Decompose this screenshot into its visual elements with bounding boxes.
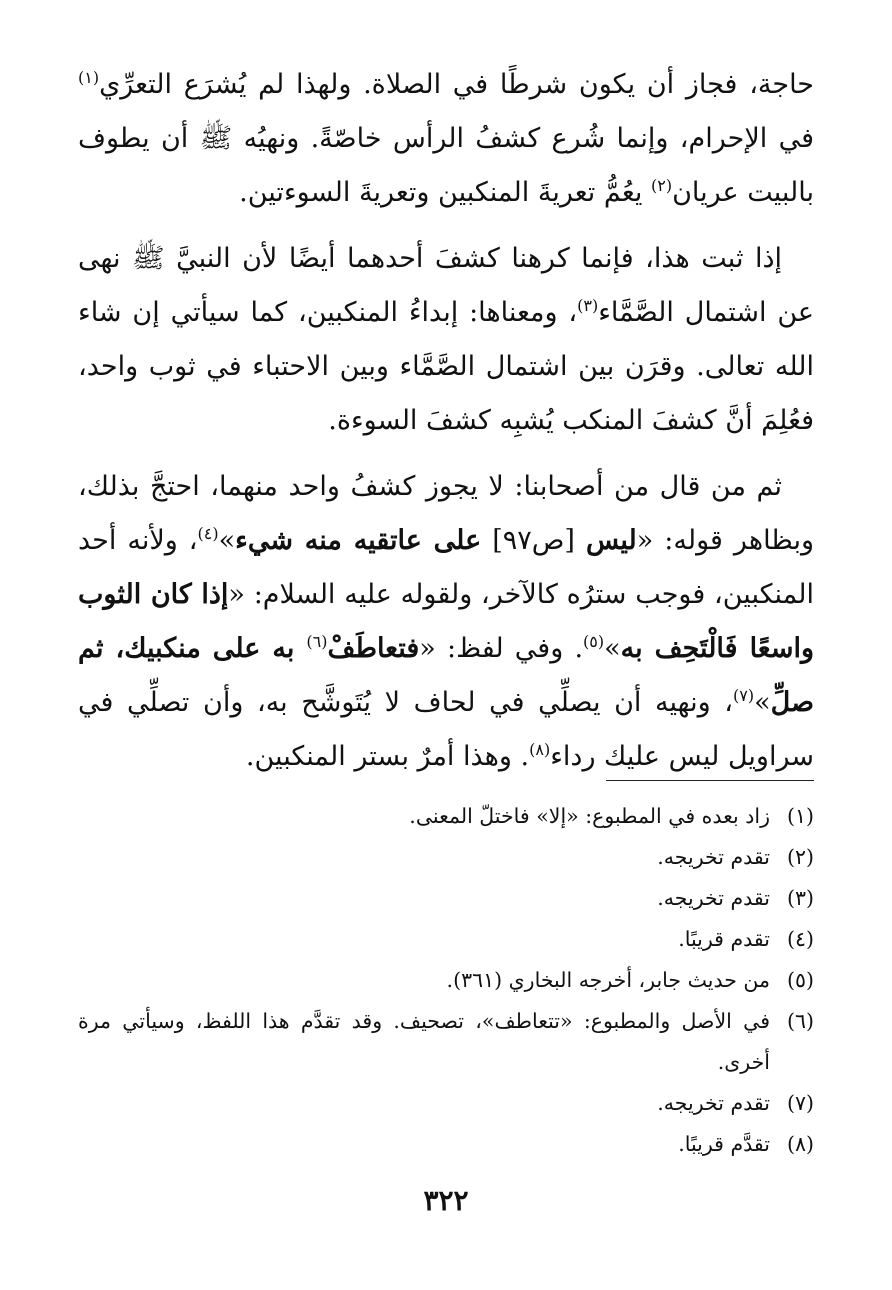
footnote-number: (٤) xyxy=(786,927,814,951)
footnote-number: (٧) xyxy=(786,1091,814,1115)
footnote-ref-3[interactable]: (٣) xyxy=(577,296,599,315)
footnote-number: (٦) xyxy=(786,1009,814,1033)
footnote-separator xyxy=(606,780,814,781)
text: » xyxy=(218,525,236,556)
footnotes xyxy=(78,796,814,1165)
footnote-number: (١) xyxy=(786,804,814,828)
text: ، ولأنه أحد المنكبين، فوجب سترُه كالآخر، ولقوله عليه السلام: « xyxy=(78,525,814,610)
footnote-ref-4[interactable]: (٤) xyxy=(197,524,219,543)
text: » xyxy=(604,633,621,664)
footnote-2 xyxy=(78,837,814,878)
hadith-text: به على منكبيك، ثم صلِّ xyxy=(78,633,814,718)
footnote-ref-7[interactable]: (٧) xyxy=(733,686,755,705)
footnote-7 xyxy=(78,1083,814,1124)
paragraph-3 xyxy=(78,460,814,784)
page-marker: [ص٩٧] xyxy=(481,525,586,556)
footnote-text: تقدم قريبًا. xyxy=(678,927,770,951)
footnote-number: (٨) xyxy=(786,1132,814,1156)
text: يعُمُّ تعريةَ المنكبين وتعريةَ السوءتين. xyxy=(239,177,651,208)
footnote-number: (٥) xyxy=(786,968,814,992)
footnote-4 xyxy=(78,919,814,960)
footnote-ref-8[interactable]: (٨) xyxy=(529,740,551,759)
text: ، ونهيه أن يصلِّي في لحاف لا يُتَوشَّح به، وأن تصلِّي في سراويل ليس عليك رداء xyxy=(78,687,814,772)
footnote-text: تقدَّم قريبًا. xyxy=(678,1132,770,1156)
footnote-ref-6[interactable]: (٦) xyxy=(306,632,328,651)
text: ، ومعناها: إبداءُ المنكبين، كما سيأتي إن شاء الله تعالى. وقرَن بين اشتمال الصَّمَّاء وبين الاحتباء في ثوب واحد، فعُلِمَ أنَّ كشفَ المنكب يُشبِه كشفَ السوءة. xyxy=(78,297,814,436)
hadith-text: على عاتقيه منه شيء xyxy=(235,525,482,556)
footnote-1 xyxy=(78,796,814,837)
footnote-text: من حديث جابر، أخرجه البخاري (٣٦١). xyxy=(446,968,770,992)
footnote-6 xyxy=(78,1001,814,1083)
footnote-3 xyxy=(78,878,814,919)
paragraph-2 xyxy=(78,232,814,448)
footnote-text: تقدم تخريجه. xyxy=(657,845,770,869)
footnote-8 xyxy=(78,1124,814,1165)
text: في الإحرام، وإنما شُرع كشفُ الرأس خاصّةً. ونهيُه ﷺ أن يطوف بالبيت عريان xyxy=(78,123,814,208)
paragraph-1 xyxy=(78,58,814,220)
text: . وفي لفظ: « xyxy=(419,633,584,664)
hadith-text: فتعاطَفْ xyxy=(327,633,420,664)
hadith-text: إذا كان الثوب واسعًا فَالْتَحِف به xyxy=(78,579,814,664)
footnote-ref-5[interactable]: (٥) xyxy=(583,632,605,651)
page-number: ٣٢٢ xyxy=(423,1184,469,1217)
footnote-number: (٢) xyxy=(786,845,814,869)
text: حاجة، فجاز أن يكون شرطًا في الصلاة. ولهذا لم يُشرَع التعرِّي xyxy=(99,69,814,100)
hadith-text: ليس xyxy=(585,525,637,556)
footnote-number: (٣) xyxy=(786,886,814,910)
footnote-ref-2[interactable]: (٢) xyxy=(650,176,673,195)
footnote-text: زاد بعده في المطبوع: «إلا» فاختلّ المعنى. xyxy=(409,804,770,828)
footnote-text: تقدم تخريجه. xyxy=(657,886,770,910)
footnote-text: في الأصل والمطبوع: «تتعاطف»، تصحيف. وقد تقدَّم هذا اللفظ، وسيأتي مرة أخرى. xyxy=(78,1009,770,1074)
text: . وهذا أمرٌ بستر المنكبين. xyxy=(245,741,530,772)
text: إذا ثبت هذا، فإنما كرهنا كشفَ أحدهما أيضًا لأن النبيَّ ﷺ نهى عن اشتمال الصَّمَّاء xyxy=(78,243,814,328)
footnote-ref-1[interactable]: (١) xyxy=(78,68,100,87)
footnote-text: تقدم تخريجه. xyxy=(657,1091,770,1115)
main-text xyxy=(78,58,814,796)
text: ثم من قال من أصحابنا: لا يجوز كشفُ واحد منهما، احتجَّ بذلك، وبظاهر قوله: « xyxy=(78,471,814,556)
text: » xyxy=(754,687,771,718)
footnote-5 xyxy=(78,960,814,1001)
